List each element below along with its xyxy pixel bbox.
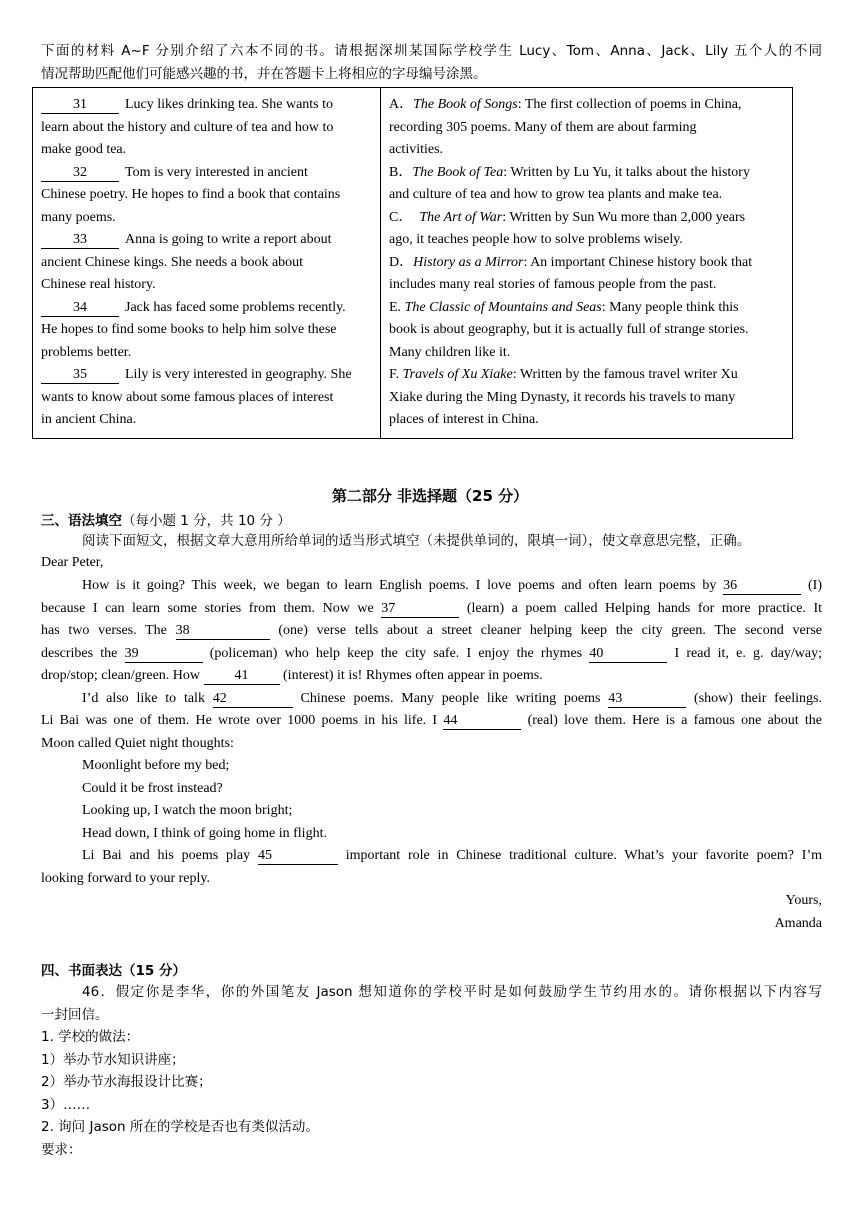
book-entry-line — [389, 297, 784, 320]
section4-prompt-line-2: 一封回信。 — [41, 1007, 109, 1023]
blank-42[interactable]: 42 — [213, 691, 293, 708]
passage-line — [41, 643, 822, 666]
person-entry-line — [41, 342, 372, 365]
passage-line: Moon called Quiet night thoughts: — [41, 736, 234, 751]
section4-item: 1. 学校的做法： — [41, 1029, 140, 1045]
passage-line: looking forward to your reply. — [41, 871, 210, 886]
poem-line: Could it be frost instead? — [82, 781, 223, 796]
book-title: Travels of Xu Xiake — [402, 367, 513, 382]
letter-signature: Amanda — [774, 916, 822, 931]
section3-heading-note: （每小题 1 分，共 10 分 ） — [122, 513, 291, 529]
person-entry-text: Lucy likes drinking tea. She wants to — [125, 97, 334, 112]
people-column — [33, 88, 381, 439]
blank-41[interactable]: 41 — [204, 668, 280, 685]
book-entry-line — [389, 252, 784, 275]
passage-text: (learn) a poem called Helping hands for more practice. It — [466, 601, 823, 616]
book-entry-line — [389, 139, 784, 162]
person-entry-line — [41, 409, 372, 432]
passage-text: Chinese poems. Many people like writing poems — [300, 691, 601, 706]
book-entry-line — [389, 409, 784, 432]
person-entry-text: Jack has faced some problems recently. — [125, 299, 346, 315]
book-description: : An important Chinese history book that — [523, 254, 753, 270]
blank-32[interactable]: 32 — [41, 165, 119, 182]
passage-line — [41, 620, 822, 643]
intro-line-2: 情况帮助匹配他们可能感兴趣的书，并在答题卡上将相应的字母编号涂黑。 — [41, 66, 487, 82]
person-entry-line — [41, 387, 372, 410]
passage-text: (I) — [808, 578, 823, 593]
section4-item: 1）举办节水知识讲座； — [41, 1052, 185, 1068]
section4-item: 2）举办节水海报设计比赛； — [41, 1074, 212, 1090]
blank-35[interactable]: 35 — [41, 367, 119, 384]
person-entry-line — [41, 117, 372, 140]
person-entry-text: wants to know about some famous places of interest — [41, 389, 334, 405]
section4-item: 3）…… — [41, 1097, 91, 1113]
book-letter: C． — [389, 209, 420, 225]
person-entry-line — [41, 184, 372, 207]
person-entry-text: He hopes to find some books to help him solve these — [41, 322, 337, 337]
person-entry-line — [41, 297, 372, 320]
passage-text: describes the — [41, 646, 118, 661]
book-description: includes many real stories of famous people from the past. — [389, 277, 717, 292]
passage-line — [41, 688, 822, 711]
passage-line — [41, 665, 822, 688]
blank-44[interactable]: 44 — [443, 713, 521, 730]
book-description: recording 305 poems. Many of them are about farming — [389, 119, 697, 135]
intro-line-1: 下面的材料 A~F 分别介绍了六本不同的书。请根据深圳某国际学校学生 Lucy、Tom、Anna、Jack、Lily 五个人的不同 — [41, 43, 822, 59]
person-entry-line — [41, 364, 372, 387]
book-letter: A． — [389, 97, 414, 112]
blank-43[interactable]: 43 — [608, 691, 686, 708]
poem-line: Head down, I think of going home in flight. — [82, 826, 327, 841]
section3-heading: 三、语法填空 — [41, 513, 122, 529]
book-description: : The first collection of poems in China, — [517, 97, 742, 112]
book-entry-line — [389, 319, 784, 342]
person-entry-line — [41, 319, 372, 342]
book-description: Xiake during the Ming Dynasty, it records his travels to many — [389, 389, 736, 405]
book-entry-line — [389, 274, 784, 297]
book-title: The Book of Songs — [413, 97, 518, 112]
person-entry-line — [41, 207, 372, 230]
part2-heading: 第二部分 非选择题（25 分） — [331, 487, 529, 505]
person-entry-text: ancient Chinese kings. She needs a book about — [41, 254, 304, 270]
letter-greeting: Dear Peter, — [41, 555, 104, 570]
poem-line: Looking up, I watch the moon bright; — [82, 803, 293, 818]
book-letter: B． — [389, 164, 413, 180]
person-entry-text: many poems. — [41, 209, 116, 225]
blank-40[interactable]: 40 — [589, 646, 667, 663]
blank-31[interactable]: 31 — [41, 97, 119, 114]
section3-heading-row — [41, 509, 291, 530]
poem-line: Moonlight before my bed; — [82, 758, 230, 773]
passage-text: because I can learn some stories from them. Now we — [41, 601, 374, 616]
book-entry-line — [389, 207, 784, 230]
blank-45[interactable]: 45 — [258, 848, 338, 865]
blank-37[interactable]: 37 — [381, 601, 459, 618]
passage-text: I read it, e. g. day/way; — [674, 646, 823, 661]
passage-text: (interest) it is! Rhymes often appear in poems. — [283, 668, 543, 683]
blank-34[interactable]: 34 — [41, 300, 119, 317]
passage-text: I’d also like to talk — [82, 691, 205, 706]
passage-text: (policeman) who help keep the city safe. I enjoy the rhymes — [209, 646, 583, 661]
book-title: The Book of Tea — [412, 164, 504, 180]
book-description: and culture of tea and how to grow tea plants and make tea. — [389, 187, 723, 202]
person-entry-line — [41, 252, 372, 275]
blank-36[interactable]: 36 — [723, 578, 801, 595]
passage-line — [41, 575, 822, 598]
person-entry-line — [41, 162, 372, 185]
book-description: : Written by Sun Wu more than 2,000 years — [502, 209, 746, 225]
passage-text: drop/stop; clean/green. How — [41, 668, 201, 683]
book-letter: E. — [389, 299, 405, 315]
book-description: : Written by Lu Yu, it talks about the history — [503, 164, 750, 180]
book-title: History as a Mirror — [413, 254, 524, 270]
book-description: : Written by the famous travel writer Xu — [512, 367, 738, 382]
person-entry-line — [41, 139, 372, 162]
book-entry-line — [389, 184, 784, 207]
book-description: Many children like it. — [389, 344, 511, 360]
section4-prompt-line-1: 46．假定你是李华，你的外国笔友 Jason 想知道你的学校平时是如何鼓励学生节约用水的。请你根据以下内容写 — [82, 984, 822, 1000]
book-letter: D． — [389, 254, 414, 270]
book-entry-line — [389, 342, 784, 365]
letter-closing: Yours, — [785, 893, 822, 908]
person-entry-text: in ancient China. — [41, 412, 137, 427]
blank-33[interactable]: 33 — [41, 232, 119, 249]
book-entry-line — [389, 387, 784, 410]
book-letter: F. — [389, 367, 403, 382]
book-description: places of interest in China. — [389, 412, 539, 427]
book-description: book is about geography, but it is actually full of strange stories. — [389, 322, 749, 337]
book-entry-line — [389, 364, 784, 387]
passage-text: (show) their feelings. — [694, 691, 822, 706]
book-title: The Art of War — [419, 209, 503, 225]
books-column — [381, 88, 793, 439]
passage-line — [41, 710, 822, 733]
person-entry-text: make good tea. — [41, 142, 127, 157]
passage-text: Li Bai and his poems play — [82, 848, 251, 863]
person-entry-line — [41, 94, 372, 117]
blank-39[interactable]: 39 — [125, 646, 203, 663]
book-entry-line — [389, 162, 784, 185]
passage-text: (real) love them. Here is a famous one about the — [527, 713, 823, 728]
person-entry-text: Anna is going to write a report about — [125, 232, 332, 247]
book-entry-line — [389, 117, 784, 140]
book-description: : Many people think this — [601, 299, 739, 315]
book-entry-line — [389, 94, 784, 117]
book-entry-line — [389, 229, 784, 252]
book-description: ago, it teaches people how to solve problems wisely. — [389, 232, 683, 247]
section4-item: 2. 询问 Jason 所在的学校是否也有类似活动。 — [41, 1119, 319, 1135]
passage-line — [41, 598, 822, 621]
blank-38[interactable]: 38 — [176, 623, 270, 640]
section3-instruction: 阅读下面短文，根据文章大意用所给单词的适当形式填空（未提供单词的，限填一词），使文章意思完整，正确。 — [82, 533, 751, 549]
person-entry-text: learn about the history and culture of tea and how to — [41, 119, 334, 135]
book-title: The Classic of Mountains and Seas — [404, 299, 602, 315]
section4-item: 要求： — [41, 1142, 82, 1158]
person-entry-line — [41, 274, 372, 297]
person-entry-text: Chinese poetry. He hopes to find a book that contains — [41, 187, 341, 202]
person-entry-line — [41, 229, 372, 252]
passage-text: (one) verse tells about a street cleaner helping keep the city green. The second verse — [278, 623, 823, 638]
passage-text: Li Bai was one of them. He wrote over 1000 poems in his life. I — [41, 713, 438, 728]
passage-text: How is it going? This week, we began to learn English poems. I love poems and often learn poems by — [82, 578, 717, 593]
book-description: activities. — [389, 142, 444, 157]
section4-heading: 四、书面表达（15 分） — [41, 963, 186, 979]
passage-text: has two verses. The — [41, 623, 167, 638]
passage-text: important role in Chinese traditional culture. What’s your favorite poem? I’m — [345, 848, 823, 863]
matching-table — [32, 87, 793, 439]
person-entry-text: problems better. — [41, 344, 132, 360]
person-entry-text: Lily is very interested in geography. She — [125, 367, 352, 382]
passage-line — [41, 845, 822, 868]
person-entry-text: Tom is very interested in ancient — [125, 164, 308, 180]
person-entry-text: Chinese real history. — [41, 277, 156, 292]
